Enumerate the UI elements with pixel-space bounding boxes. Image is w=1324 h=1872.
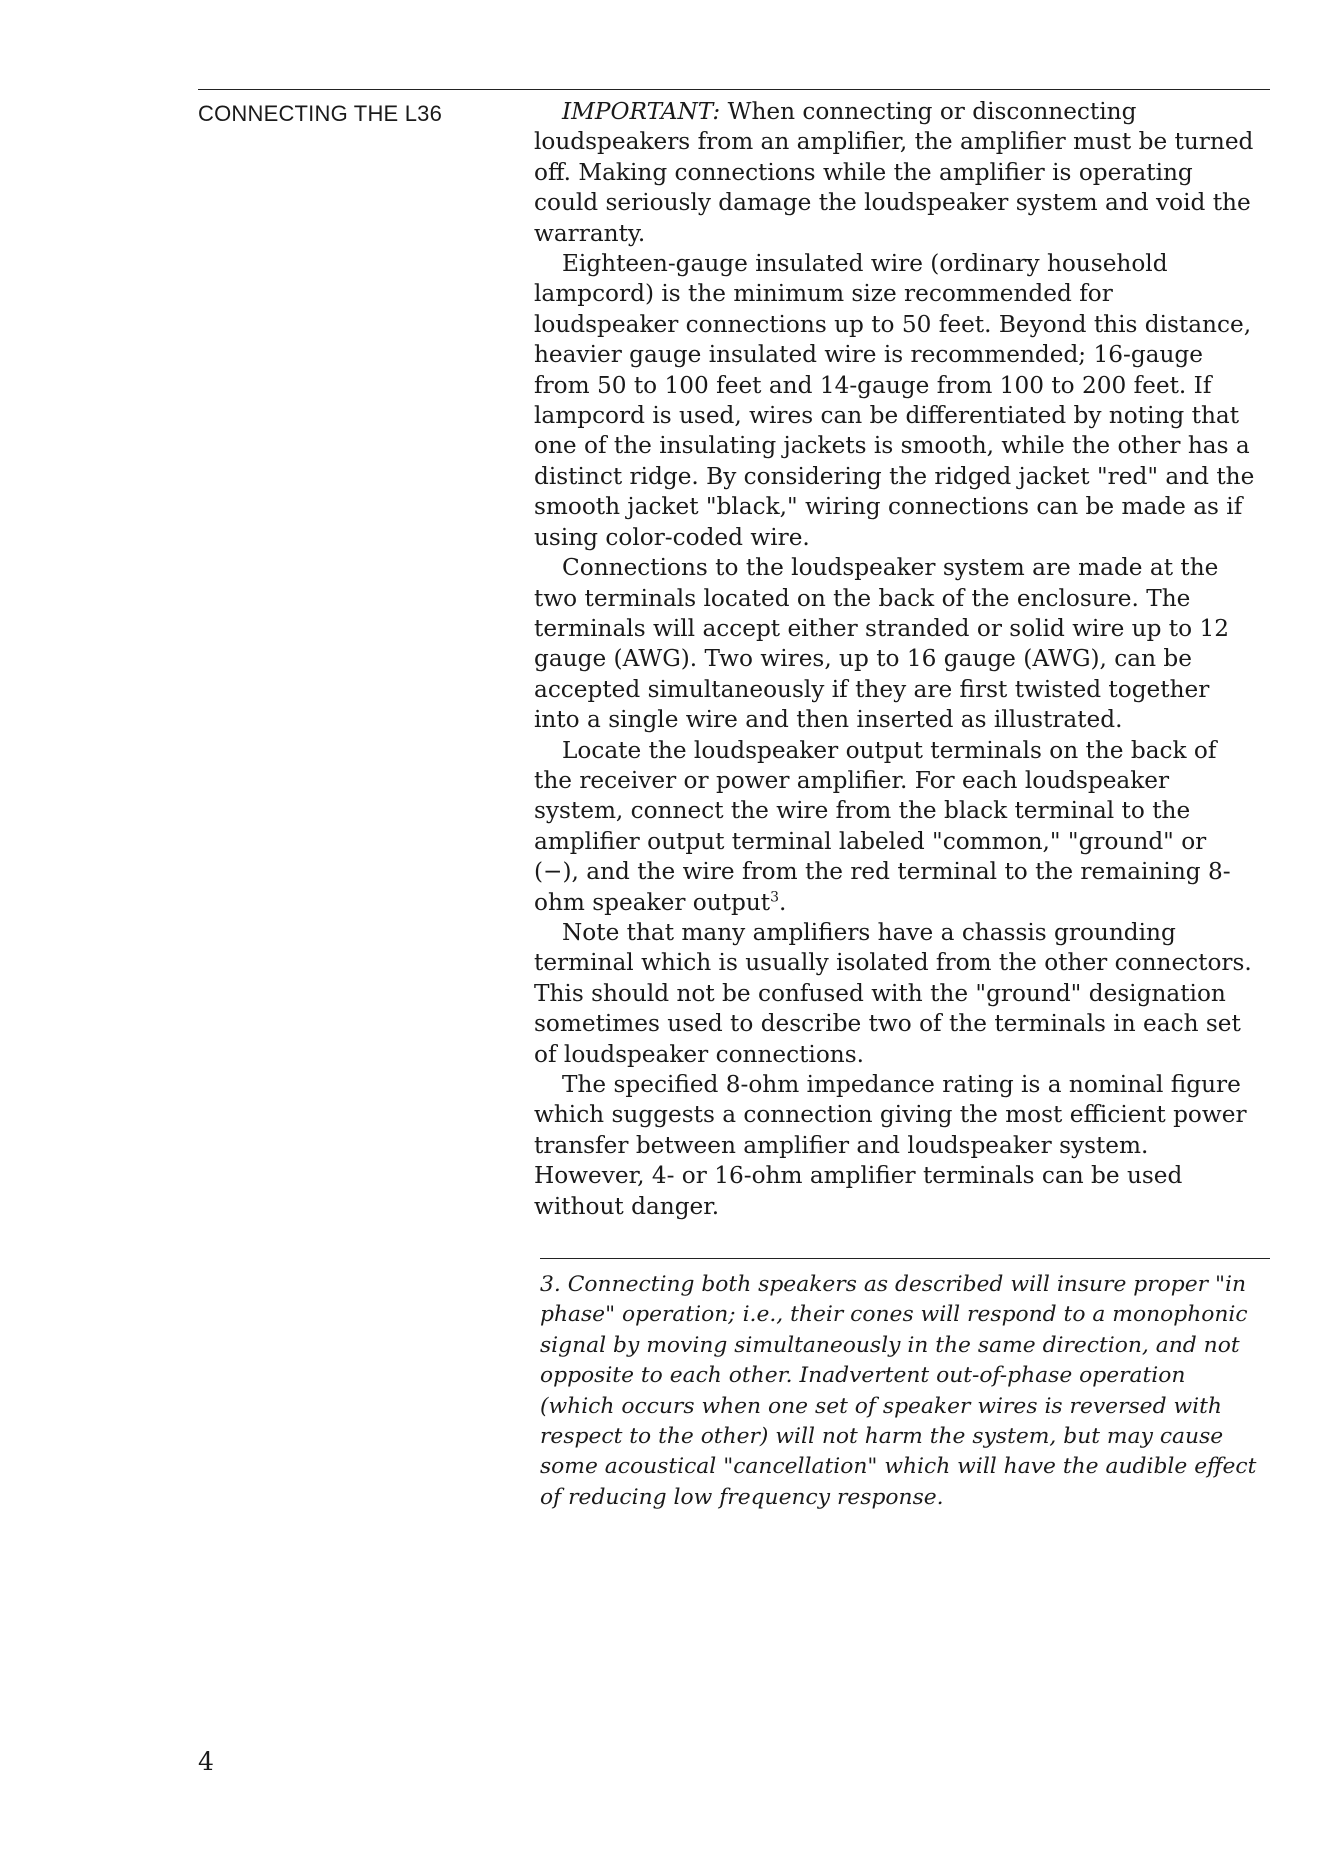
- paragraph-terminals: Connections to the loudspeaker system are made at the two terminals located on the back of the enclosure. The terminals will accept either stranded or solid wire up to 12 gauge (AWG). Two wires, up to 16 gauge (AWG), can be accepted simultaneously if they are first twisted together into a single wire and then inserted as illustrated.: [534, 554, 1229, 734]
- important-notice-text: When connecting or disconnecting loudspeakers from an amplifier, the amplifier must be turned off. Making connections while the amplifier is operating could seriously damage the loudspeaker system and void the warranty.: [534, 98, 1254, 247]
- section-heading: CONNECTING THE L36: [198, 101, 443, 126]
- paragraph-amplifier-connection: [534, 736, 1258, 918]
- body-text-column: [534, 97, 1258, 1222]
- paragraph-chassis-ground: Note that many amplifiers have a chassis grounding terminal which is usually isolated from the other connectors. This should not be confused with the "ground" designation sometimes used to describe two of the terminals in each set of loudspeaker connections.: [534, 918, 1252, 1068]
- paragraph-important-notice: [534, 97, 1258, 249]
- paragraph-wire-gauge: Eighteen-gauge insulated wire (ordinary household lampcord) is the minimum size recommended for loudspeaker connections up to 50 feet. Beyond this distance, heavier gauge insulated wire is recommended; 16-gauge from 50 to 100 feet and 14-gauge from 100 to 200 feet. If lampcord is used, wires can be differentiated by noting that one of the insulating jackets is smooth, while the other has a distinct ridge. By considering the ridged jacket "red" and the smooth jacket "black," wiring connections can be made as if using color-coded wire.: [534, 250, 1255, 551]
- amplifier-connection-end: .: [779, 888, 787, 916]
- important-label: IMPORTANT:: [562, 98, 721, 125]
- footnote-rule: [540, 1258, 1270, 1259]
- amplifier-connection-text: Locate the loudspeaker output terminals on the back of the receiver or power amplifier. For each loudspeaker system, connect the wire from the black terminal to the amplifier output terminal labeled "common," "ground" or (−), and the wire from the red terminal to the remaining 8-ohm speaker output: [534, 736, 1231, 916]
- paragraph-impedance: The specified 8-ohm impedance rating is a nominal figure which suggests a connection giving the most efficient power transfer between amplifier and loudspeaker system. However, 4- or 16-ohm amplifier terminals can be used without danger.: [534, 1071, 1247, 1220]
- footnote-reference: 3: [770, 888, 779, 905]
- footnote: [540, 1270, 1260, 1513]
- page-number: 4: [198, 1747, 214, 1776]
- footnote-text: 3. Connecting both speakers as described will insure proper "in phase" operation; i.e., their cones will respond to a monophonic signal by moving simultaneously in the same direction, and not opposite to each other. Inadvertent out-of-phase operation (which occurs when one set of speaker wires is reversed with respect to the other) will not harm the system, but may cause some acoustical "cancellation" which will have the audible effect of reducing low frequency response.: [540, 1272, 1257, 1510]
- header-rule: [198, 89, 1270, 90]
